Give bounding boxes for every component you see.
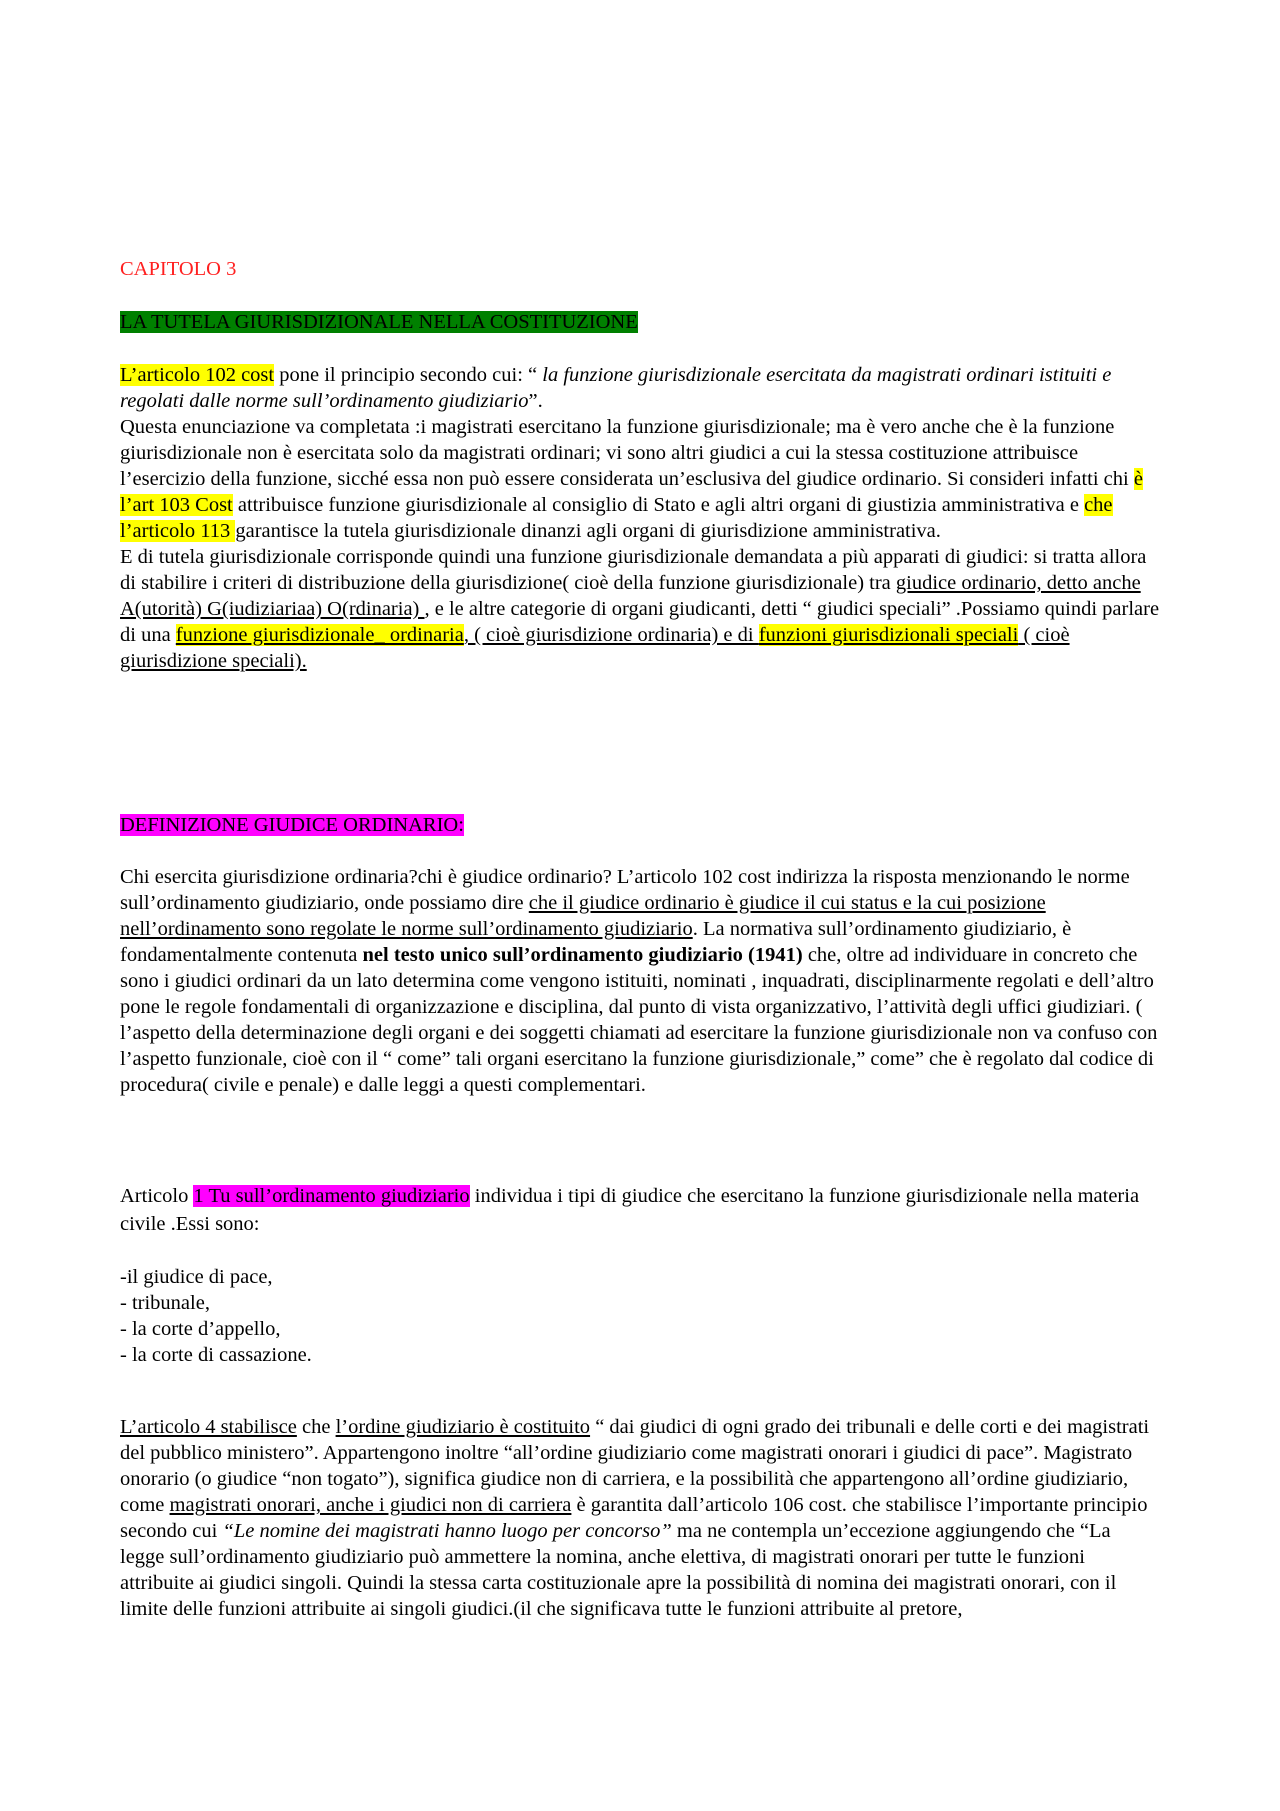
text-run: pone il principio secondo cui: “ bbox=[274, 364, 543, 386]
quote-art102: la funzione giurisdizionale esercitata da magistrati ordinari istituiti e regolati dalle norme sull’ordinamento giudiziario bbox=[120, 364, 1112, 412]
section1-heading: LA TUTELA GIURISDIZIONALE NELLA COSTITUZIONE bbox=[120, 311, 638, 333]
highlight-art103: è l’art 103 Cost bbox=[120, 468, 1143, 516]
text-run: “ dai giudici di ogni grado dei tribunali e delle corti e dei magistrati del pubblico ministero”. Appartengono inoltre “all’ordine giudiziario come magistrati onorari i giudici di pace”. Magistrato onorario (o giudice “non togato”), significa giudice non di carriera, e la possibilità che appartengono all’ordine giudiziario, come bbox=[120, 1416, 1150, 1516]
section2-paragraph-2-block bbox=[120, 1182, 1160, 1238]
text-run: garantisce la tutela giurisdizionale dinanzi agli organi di giurisdizione amministrativa. bbox=[235, 520, 941, 542]
highlight-articolo1: 1 Tu sull’ordinamento giudiziario bbox=[193, 1185, 470, 1207]
section2-heading: DEFINIZIONE GIUDICE ORDINARIO: bbox=[120, 814, 464, 836]
bold-testo-unico: nel testo unico sull’ordinamento giudiziario (1941) bbox=[362, 944, 803, 966]
highlight-art113: che l’articolo 113 bbox=[120, 494, 1113, 542]
list-item: - tribunale, bbox=[120, 1292, 210, 1314]
underline-giudice-ordinario: giudice ordinario, detto anche A(utorità) G(iudiziariaa) O(rdinaria) bbox=[120, 572, 1141, 620]
list-item: -il giudice di pace, bbox=[120, 1266, 273, 1288]
chapter-label-block bbox=[120, 256, 1160, 282]
text-run: attribuisce funzione giurisdizionale al consiglio di Stato e agli altri organi di giustizia amministrativa e bbox=[232, 494, 1085, 516]
text-run: ”. bbox=[528, 390, 543, 412]
underline-ordine-giudiziario: l’ordine giudiziario è costituito bbox=[335, 1416, 591, 1438]
section1-heading-block bbox=[120, 309, 1160, 335]
section1-body bbox=[120, 362, 1160, 674]
section2-heading-block bbox=[120, 812, 1160, 838]
section2-paragraph-3-block bbox=[120, 1414, 1160, 1622]
section1-paragraph-2 bbox=[120, 414, 1160, 544]
section2-paragraph-1-block bbox=[120, 864, 1160, 1098]
underline-magistrati-onorari: magistrati onorari, anche i giudici non di carriera bbox=[169, 1494, 572, 1516]
section1-paragraph-3 bbox=[120, 544, 1160, 674]
section2-paragraph-2 bbox=[120, 1182, 1160, 1238]
text-run: Articolo bbox=[120, 1185, 194, 1207]
text-run: E di tutela giurisdizionale corrisponde quindi una funzione giurisdizionale demandata a più apparati di giudici: si tratta allora di stabilire i criteri di distribuzione della giurisdizione( cioè della funzione giurisdizionale) tra bbox=[120, 546, 1147, 594]
quote-art106: “Le nomine dei magistrati hanno luogo per concorso” bbox=[222, 1520, 672, 1542]
text-run: individua i tipi di giudice che esercitano la funzione giurisdizionale nella materia civile .Essi sono: bbox=[120, 1185, 1140, 1235]
text-run: Chi esercita giurisdizione ordinaria?chi è giudice ordinario? L’articolo 102 cost indirizza la risposta menzionando le norme sull’ordinamento giudiziario, onde possiamo dire bbox=[120, 866, 1130, 914]
underline-definizione: che il giudice ordinario è giudice il cui status e la cui posizione nell’ordinamento sono regolate le norme sull’ordinamento giudiziario bbox=[120, 892, 1046, 940]
chapter-label: CAPITOLO 3 bbox=[120, 258, 237, 280]
list-item: - la corte d’appello, bbox=[120, 1318, 281, 1340]
text-run: ( cioè giurisdizione speciali). bbox=[120, 624, 1070, 672]
text-run: , e le altre categorie di organi giudicanti, detti “ giudici speciali” .Possiamo quindi parlare di una bbox=[120, 598, 1160, 646]
highlight-art102: L’articolo 102 cost bbox=[120, 364, 275, 386]
section1-paragraph-1 bbox=[120, 362, 1160, 414]
underline-articolo4: L’articolo 4 stabilisce bbox=[120, 1416, 297, 1438]
section2-paragraph-1 bbox=[120, 864, 1160, 1098]
text-run: Questa enunciazione va completata :i magistrati esercitano la funzione giurisdizionale; ma è vero anche che è la funzione giurisdizionale non è esercitata solo da magistrati ordinari; vi sono altri giudici a cui la stessa costituzione attribuisce l’esercizio della funzione, sicché essa non può essere considerata un’esclusiva del giudice ordinario. Si consideri infatti chi bbox=[120, 416, 1134, 490]
list-item: - la corte di cassazione. bbox=[120, 1344, 312, 1366]
text-run: che bbox=[296, 1416, 336, 1438]
section2-paragraph-3 bbox=[120, 1414, 1160, 1622]
text-run: è garantita dall’articolo 106 cost. che stabilisce l’importante principio secondo cui bbox=[120, 1494, 1148, 1542]
text-run: ma ne contempla un’eccezione aggiungendo che “La legge sull’ordinamento giudiziario può ammettere la nomina, anche elettiva, di magistrati onorari per tutte le funzioni attribuite ai giudici singoli. Quindi la stessa carta costituzionale apre la possibilità di nomina dei magistrati onorari, con il limite delle funzioni attribuite ai singoli giudici.(il che significava tutte le funzioni attribuite al pretore, bbox=[120, 1520, 1117, 1620]
text-run: che, oltre ad individuare in concreto che sono i giudici ordinari da un lato determina come vengono istituiti, nominati , inquadrati, disciplinarmente regolati e dell’altro pone le regole fondamentali di organizzazione e disciplina, dal punto di vista organizzativo, l’attività degli uffici giudiziari. ( l’aspetto della determinazione degli organi e dei soggetti chiamati ad esercitare la funzione giurisdizionale non va confuso con l’aspetto funzionale, cioè con il “ come” tali organi esercitano la funzione giurisdizionale,” come” che è regolato dal codice di procedura( civile e penale) e dalle leggi a questi complementari. bbox=[120, 944, 1158, 1096]
highlight-funzioni-speciali: funzioni giurisdizionali speciali bbox=[758, 624, 1019, 646]
text-run: . La normativa sull’ordinamento giudiziario, è fondamentalmente contenuta bbox=[120, 918, 1072, 966]
giudici-list-block bbox=[120, 1264, 1160, 1368]
text-run: , ( cioè giurisdizione ordinaria) e di bbox=[463, 624, 759, 646]
highlight-funzione-ordinaria: funzione giurisdizionale_ ordinaria bbox=[175, 624, 464, 646]
giudici-list bbox=[120, 1264, 1160, 1368]
